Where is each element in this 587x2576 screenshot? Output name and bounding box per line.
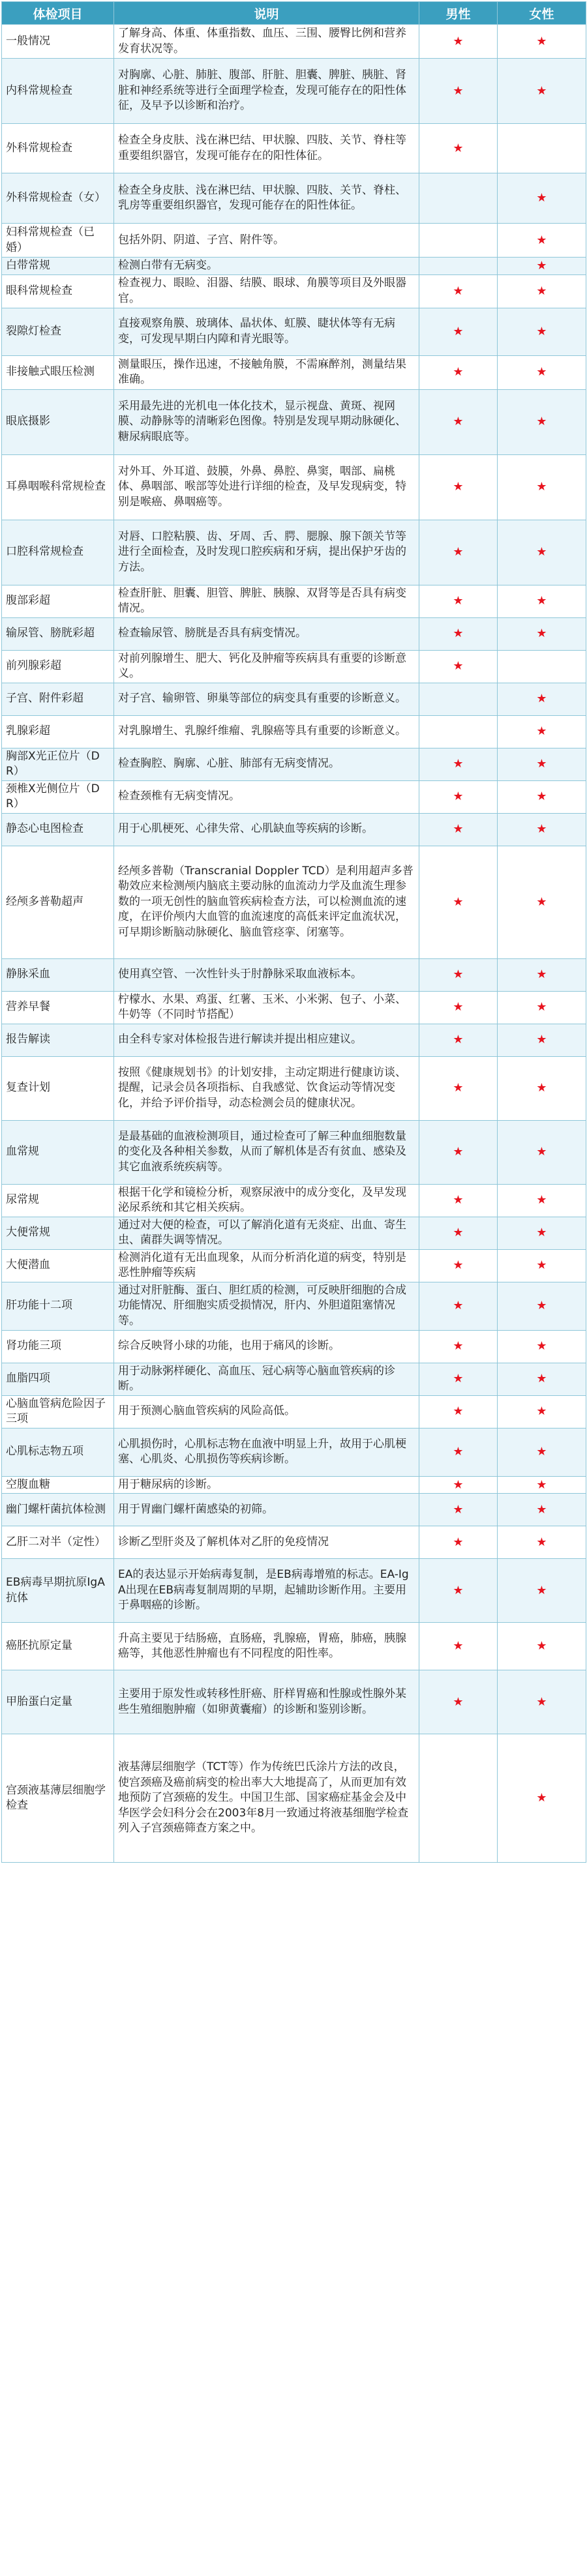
item-name: 口腔科常规检查	[2, 520, 114, 585]
item-name: 输尿管、膀胱彩超	[2, 617, 114, 650]
header-description: 说明	[114, 2, 419, 25]
item-description: 通过对肝脏酶、蛋白、胆红质的检测，可反映肝细胞的合成功能情况、肝细胞实质受损情况，肝内、外胆道阻塞情况等。	[114, 1282, 419, 1330]
table-row	[2, 1056, 586, 1120]
female-star-icon: ★	[498, 748, 586, 780]
item-name: 静脉采血	[2, 958, 114, 991]
female-star-icon: ★	[498, 1056, 586, 1120]
table-row	[2, 780, 586, 813]
table-row	[2, 124, 586, 173]
item-description: 通过对大便的检查，可以了解消化道有无炎症、出血、寄生虫、菌群失调等情况。	[114, 1217, 419, 1249]
table-row	[2, 1670, 586, 1734]
item-name: 空腹血糖	[2, 1476, 114, 1494]
table-row	[2, 1559, 586, 1623]
male-star-icon: ★	[419, 748, 498, 780]
female-star-icon: ★	[498, 59, 586, 124]
male-star-icon: ★	[419, 1395, 498, 1428]
item-name: 甲胎蛋白定量	[2, 1670, 114, 1734]
table-row	[2, 1734, 586, 1863]
table-row	[2, 1024, 586, 1056]
item-name: 子宫、附件彩超	[2, 683, 114, 715]
male-star-icon: ★	[419, 1623, 498, 1670]
item-name: 外科常规检查（女）	[2, 173, 114, 224]
header-item: 体检项目	[2, 2, 114, 25]
item-name: 妇科常规检查（已婚）	[2, 224, 114, 258]
male-star-icon: ★	[419, 1476, 498, 1494]
male-star-icon: ★	[419, 1428, 498, 1476]
female-star-icon: ★	[498, 683, 586, 715]
table-row	[2, 715, 586, 748]
item-description: 升高主要见于结肠癌，直肠癌，乳腺癌，胃癌，肺癌，胰腺癌等，其他恶性肿瘤也有不同程度的阳性率。	[114, 1623, 419, 1670]
header-male: 男性	[419, 2, 498, 25]
table-row	[2, 1363, 586, 1395]
male-star-icon: ★	[419, 25, 498, 59]
item-name: 颈椎X光侧位片（DR）	[2, 780, 114, 813]
male-star-icon: ★	[419, 1494, 498, 1526]
item-name: 眼底摄影	[2, 389, 114, 454]
female-star-icon: ★	[498, 389, 586, 454]
table-row	[2, 1623, 586, 1670]
female-star-icon: ★	[498, 520, 586, 585]
item-name: 前列腺彩超	[2, 650, 114, 683]
female-star-icon: ★	[498, 274, 586, 308]
item-name: 经颅多普勒超声	[2, 846, 114, 958]
item-name: 血脂四项	[2, 1363, 114, 1395]
item-description: 用于动脉粥样硬化、高血压、冠心病等心脑血管疾病的诊断。	[114, 1363, 419, 1395]
table-row	[2, 1395, 586, 1428]
item-description: 综合反映肾小球的功能，也用于痛风的诊断。	[114, 1330, 419, 1363]
table-row	[2, 617, 586, 650]
male-star-icon: ★	[419, 355, 498, 389]
female-star-icon: ★	[498, 1559, 586, 1623]
female-star-icon: ★	[498, 585, 586, 617]
table-row	[2, 274, 586, 308]
item-name: 裂隙灯检查	[2, 308, 114, 355]
item-name: 宫颈液基薄层细胞学检查	[2, 1734, 114, 1863]
table-row	[2, 1249, 586, 1282]
item-description: 对子宫、输卵管、卵巢等部位的病变具有重要的诊断意义。	[114, 683, 419, 715]
male-star-icon: ★	[419, 1670, 498, 1734]
female-star-icon	[498, 650, 586, 683]
item-description: 用于糖尿病的诊断。	[114, 1476, 419, 1494]
female-star-icon: ★	[498, 1623, 586, 1670]
table-row	[2, 520, 586, 585]
item-name: 乳腺彩超	[2, 715, 114, 748]
male-star-icon: ★	[419, 124, 498, 173]
item-description: 根据干化学和镜检分析，观察尿液中的成分变化，及早发现泌尿系统和其它相关疾病。	[114, 1184, 419, 1217]
female-star-icon: ★	[498, 258, 586, 275]
male-star-icon	[419, 715, 498, 748]
table-row	[2, 173, 586, 224]
male-star-icon: ★	[419, 1056, 498, 1120]
female-star-icon: ★	[498, 1526, 586, 1559]
male-star-icon: ★	[419, 1184, 498, 1217]
item-description: 主要用于原发性或转移性肝癌、肝样胃癌和性腺或性腺外某些生殖细胞肿瘤（如卵黄囊瘤）的诊断和鉴别诊断。	[114, 1670, 419, 1734]
table-row	[2, 1217, 586, 1249]
female-star-icon: ★	[498, 1734, 586, 1863]
male-star-icon: ★	[419, 454, 498, 520]
male-star-icon: ★	[419, 274, 498, 308]
male-star-icon	[419, 258, 498, 275]
table-row	[2, 1282, 586, 1330]
female-star-icon: ★	[498, 1395, 586, 1428]
table-row	[2, 748, 586, 780]
item-name: 耳鼻咽喉科常规检查	[2, 454, 114, 520]
male-star-icon: ★	[419, 991, 498, 1024]
male-star-icon: ★	[419, 650, 498, 683]
item-description: 对外耳、外耳道、鼓膜，外鼻、鼻腔、鼻窦，咽部、扁桃体、鼻咽部、喉部等处进行详细的检查，及早发现病变，特别是喉癌、鼻咽癌等。	[114, 454, 419, 520]
table-row	[2, 25, 586, 59]
female-star-icon: ★	[498, 308, 586, 355]
female-star-icon: ★	[498, 958, 586, 991]
female-star-icon: ★	[498, 454, 586, 520]
male-star-icon: ★	[419, 1024, 498, 1056]
male-star-icon	[419, 173, 498, 224]
item-description: 检查肝脏、胆囊、胆管、脾脏、胰腺、双肾等是否具有病变情况。	[114, 585, 419, 617]
female-star-icon: ★	[498, 813, 586, 846]
male-star-icon: ★	[419, 59, 498, 124]
female-star-icon: ★	[498, 1476, 586, 1494]
male-star-icon	[419, 683, 498, 715]
male-star-icon: ★	[419, 617, 498, 650]
item-description: 对唇、口腔粘膜、齿、牙周、舌、腭、腮腺、腺下颌关节等进行全面检查，及时发现口腔疾病和牙病，提出保护牙齿的方法。	[114, 520, 419, 585]
female-star-icon: ★	[498, 1217, 586, 1249]
male-star-icon: ★	[419, 813, 498, 846]
item-name: 肝功能十二项	[2, 1282, 114, 1330]
female-star-icon: ★	[498, 1282, 586, 1330]
male-star-icon: ★	[419, 1559, 498, 1623]
male-star-icon: ★	[419, 1363, 498, 1395]
male-star-icon: ★	[419, 389, 498, 454]
male-star-icon: ★	[419, 1330, 498, 1363]
item-description: 检查全身皮肤、浅在淋巴结、甲状腺、四肢、关节、脊柱等重要组织器官，发现可能存在的阳性体征。	[114, 124, 419, 173]
table-row	[2, 1428, 586, 1476]
item-description: 检查全身皮肤、浅在淋巴结、甲状腺、四肢、关节、脊柱、乳房等重要组织器官，发现可能存在的阳性体征。	[114, 173, 419, 224]
table-row	[2, 991, 586, 1024]
male-star-icon: ★	[419, 520, 498, 585]
table-row	[2, 355, 586, 389]
male-star-icon: ★	[419, 308, 498, 355]
item-description: EA的表达显示开始病毒复制，是EB病毒增殖的标志。EA-IgA出现在EB病毒复制周期的早期，起辅助诊断作用。主要用于鼻咽癌的诊断。	[114, 1559, 419, 1623]
female-star-icon: ★	[498, 224, 586, 258]
item-name: 血常规	[2, 1120, 114, 1184]
item-description: 对胸廓、心脏、肺脏、腹部、肝脏、胆囊、脾脏、胰脏、肾脏和神经系统等进行全面理学检查，发现可能存在的阳性体征，及早予以诊断和治疗。	[114, 59, 419, 124]
male-star-icon: ★	[419, 1249, 498, 1282]
item-name: 白带常规	[2, 258, 114, 275]
item-name: 心肌标志物五项	[2, 1428, 114, 1476]
male-star-icon: ★	[419, 1282, 498, 1330]
item-name: 报告解读	[2, 1024, 114, 1056]
female-star-icon: ★	[498, 173, 586, 224]
item-name: 心脑血管病危险因子三项	[2, 1395, 114, 1428]
item-description: 检查颈椎有无病变情况。	[114, 780, 419, 813]
item-name: 外科常规检查	[2, 124, 114, 173]
header-female: 女性	[498, 2, 586, 25]
item-description: 包括外阴、阴道、子宫、附件等。	[114, 224, 419, 258]
table-row	[2, 454, 586, 520]
item-name: 眼科常规检查	[2, 274, 114, 308]
table-row	[2, 308, 586, 355]
female-star-icon: ★	[498, 1184, 586, 1217]
female-star-icon: ★	[498, 1428, 586, 1476]
female-star-icon: ★	[498, 1494, 586, 1526]
item-description: 对乳腺增生、乳腺纤维瘤、乳腺癌等具有重要的诊断意义。	[114, 715, 419, 748]
table-row	[2, 389, 586, 454]
item-name: 尿常规	[2, 1184, 114, 1217]
female-star-icon: ★	[498, 715, 586, 748]
female-star-icon: ★	[498, 355, 586, 389]
table-row	[2, 585, 586, 617]
item-description: 柠檬水、水果、鸡蛋、红薯、玉米、小米粥、包子、小菜、牛奶等（不同时节搭配）	[114, 991, 419, 1024]
item-name: 胸部X光正位片（DR）	[2, 748, 114, 780]
male-star-icon: ★	[419, 958, 498, 991]
table-row	[2, 846, 586, 958]
male-star-icon: ★	[419, 1120, 498, 1184]
table-row	[2, 258, 586, 275]
table-row	[2, 1526, 586, 1559]
item-description: 按照《健康规划书》的计划安排，主动定期进行健康访谈、提醒，记录会员各项指标、自我感觉、饮食运动等情况变化，并给予评价指导，动态检测会员的健康状况。	[114, 1056, 419, 1120]
item-description: 直接观察角膜、玻璃体、晶状体、虹膜、睫状体等有无病变，可发现早期白内障和青光眼等。	[114, 308, 419, 355]
table-row	[2, 1494, 586, 1526]
item-description: 经颅多普勒（Transcranial Doppler TCD）是利用超声多普勒效应来检测颅内脑底主要动脉的血流动力学及血流生理参数的一项无创性的脑血管疾病检查方法，可以检测血流的速度，在评价颅内大血管的血流速度的高低来评定血流状况，可早期诊断脑动脉硬化、脑血管痉挛、闭塞等。	[114, 846, 419, 958]
male-star-icon	[419, 224, 498, 258]
item-description: 对前列腺增生、肥大、钙化及肿瘤等疾病具有重要的诊断意义。	[114, 650, 419, 683]
item-description: 采用最先进的光机电一体化技术，显示视盘、黄斑、视网膜、动静脉等的清晰彩色图像。特别是发现早期动脉硬化、糖尿病眼底等。	[114, 389, 419, 454]
table-row	[2, 813, 586, 846]
table-row	[2, 1184, 586, 1217]
item-description: 心肌损伤时，心肌标志物在血液中明显上升，故用于心肌梗塞、心肌炎、心肌损伤等疾病诊断。	[114, 1428, 419, 1476]
item-name: EB病毒早期抗原IgA抗体	[2, 1559, 114, 1623]
item-description: 用于胃幽门螺杆菌感染的初筛。	[114, 1494, 419, 1526]
item-name: 静态心电图检查	[2, 813, 114, 846]
female-star-icon: ★	[498, 1120, 586, 1184]
male-star-icon: ★	[419, 1217, 498, 1249]
item-description: 由全科专家对体检报告进行解读并提出相应建议。	[114, 1024, 419, 1056]
table-row	[2, 650, 586, 683]
item-name: 腹部彩超	[2, 585, 114, 617]
item-description: 用于心肌梗死、心律失常、心肌缺血等疾病的诊断。	[114, 813, 419, 846]
table-row	[2, 1476, 586, 1494]
female-star-icon: ★	[498, 617, 586, 650]
item-description: 检查输尿管、膀胱是否具有病变情况。	[114, 617, 419, 650]
female-star-icon: ★	[498, 780, 586, 813]
item-name: 内科常规检查	[2, 59, 114, 124]
female-star-icon: ★	[498, 25, 586, 59]
item-name: 一般情况	[2, 25, 114, 59]
table-row	[2, 1330, 586, 1363]
table-row	[2, 59, 586, 124]
item-name: 营养早餐	[2, 991, 114, 1024]
item-name: 大便潜血	[2, 1249, 114, 1282]
male-star-icon: ★	[419, 780, 498, 813]
table-header-row	[2, 2, 586, 25]
male-star-icon: ★	[419, 585, 498, 617]
female-star-icon: ★	[498, 1330, 586, 1363]
female-star-icon: ★	[498, 1249, 586, 1282]
table-row	[2, 958, 586, 991]
item-name: 癌胚抗原定量	[2, 1623, 114, 1670]
female-star-icon: ★	[498, 1670, 586, 1734]
item-name: 非接触式眼压检测	[2, 355, 114, 389]
checkup-items-table	[1, 1, 586, 1863]
item-description: 检测白带有无病变。	[114, 258, 419, 275]
item-description: 了解身高、体重、体重指数、血压、三围、腰臀比例和营养发育状况等。	[114, 25, 419, 59]
table-row	[2, 1120, 586, 1184]
item-name: 复查计划	[2, 1056, 114, 1120]
table-row	[2, 224, 586, 258]
male-star-icon: ★	[419, 846, 498, 958]
item-name: 大便常规	[2, 1217, 114, 1249]
item-description: 液基薄层细胞学（TCT等）作为传统巴氏涂片方法的改良，使宫颈癌及癌前病变的检出率大大地提高了，从而更加有效地预防了宫颈癌的发生。中国卫生部、国家癌症基金会及中华医学会妇科分会在2003年8月一致通过将液基细胞学检查列入子宫颈癌筛查方案之中。	[114, 1734, 419, 1863]
table-row	[2, 683, 586, 715]
item-description: 测量眼压，操作迅速，不接触角膜，不需麻醉剂，测量结果准确。	[114, 355, 419, 389]
item-description: 使用真空管、一次性针头于肘静脉采取血液标本。	[114, 958, 419, 991]
item-description: 检查视力、眼睑、泪器、结膜、眼球、角膜等项目及外眼器官。	[114, 274, 419, 308]
item-name: 幽门螺杆菌抗体检测	[2, 1494, 114, 1526]
female-star-icon: ★	[498, 846, 586, 958]
male-star-icon: ★	[419, 1526, 498, 1559]
table-body	[2, 25, 586, 1863]
item-name: 乙肝二对半（定性）	[2, 1526, 114, 1559]
item-description: 诊断乙型肝炎及了解机体对乙肝的免疫情况	[114, 1526, 419, 1559]
item-description: 检查胸腔、胸廓、心脏、肺部有无病变情况。	[114, 748, 419, 780]
female-star-icon	[498, 124, 586, 173]
item-name: 肾功能三项	[2, 1330, 114, 1363]
male-star-icon	[419, 1734, 498, 1863]
female-star-icon: ★	[498, 1024, 586, 1056]
female-star-icon: ★	[498, 1363, 586, 1395]
item-description: 是最基础的血液检测项目，通过检查可了解三种血细胞数量的变化及各种相关参数，从而了解机体是否有贫血、感染及其它血液系统疾病等。	[114, 1120, 419, 1184]
item-description: 用于预测心脑血管疾病的风险高低。	[114, 1395, 419, 1428]
item-description: 检测消化道有无出血现象，从而分析消化道的病变，特别是恶性肿瘤等疾病	[114, 1249, 419, 1282]
female-star-icon: ★	[498, 991, 586, 1024]
